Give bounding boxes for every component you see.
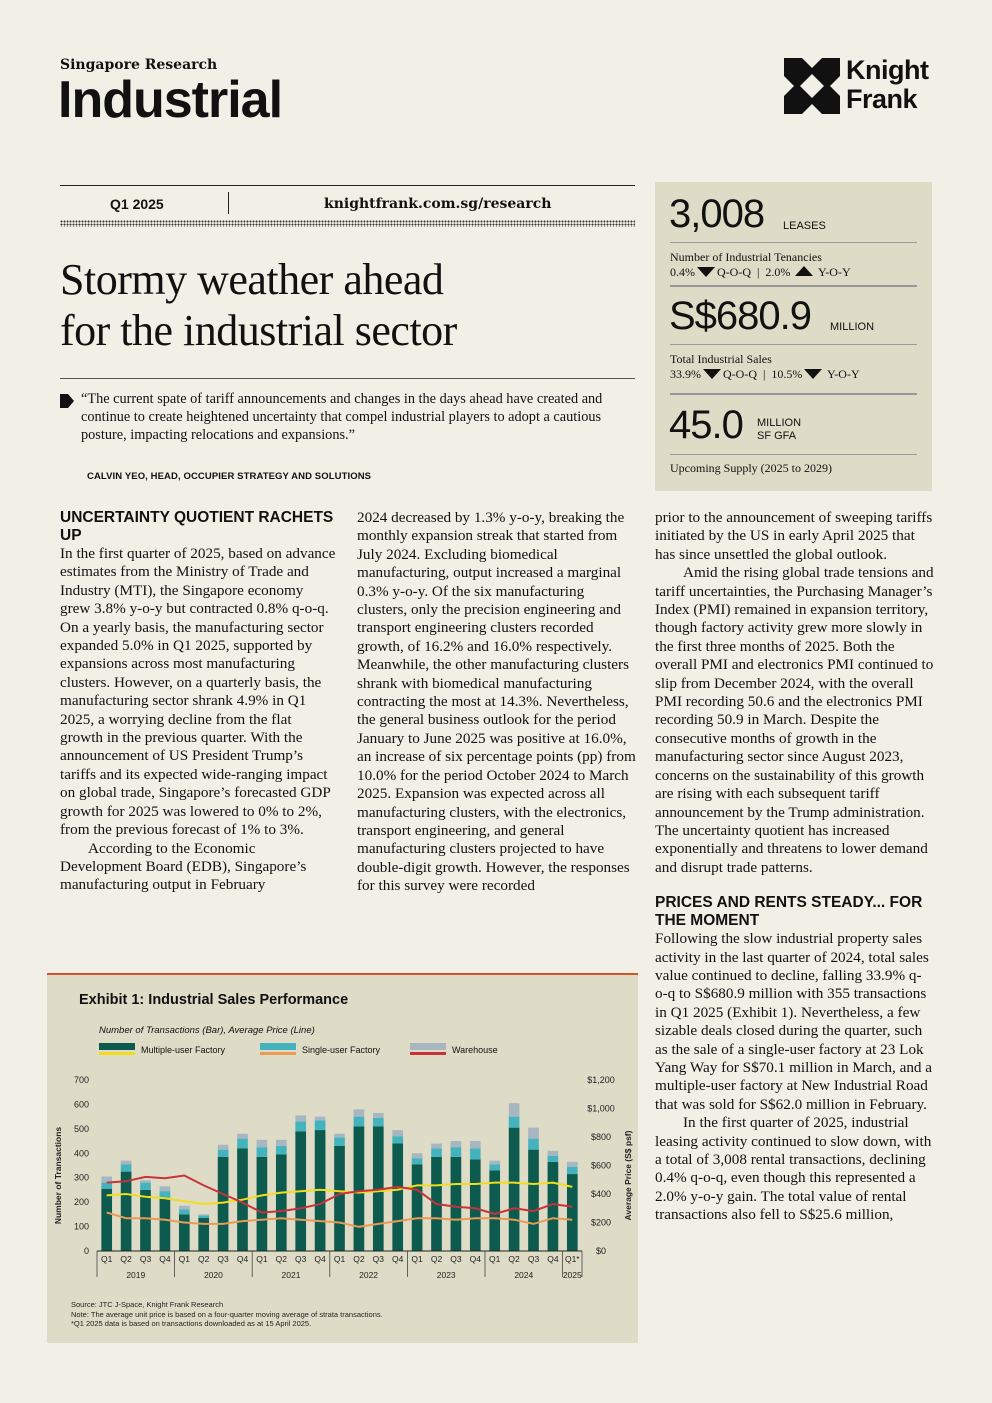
paragraph: Following the slow industrial property sales activity in the last quarter of 2024, total sales value continued to decline, falling 33.9% q-o-q to S$680.9 million with 355 transactions in Q1 2025 (Exhibit 1). Nevertheless, a few sizable deals closed during the quarter, such as the sale of a single-user factory at 23 Lok Yang Way for S$70.1 million in March, and a multiple-user factory at New Industrial Road that was sold for S$62.0 million in February. (655, 930, 933, 1113)
quote-attribution: CALVIN YEO, HEAD, OCCUPIER STRATEGY AND SOLUTIONS (87, 471, 372, 482)
y-tick-label: 400 (73, 1148, 89, 1159)
bar-warehouse (354, 1109, 365, 1116)
bar-multi (334, 1146, 345, 1251)
bar-warehouse (528, 1128, 539, 1139)
x-tick-label: Q4 (469, 1254, 481, 1264)
exhibit-title: Exhibit 1: Industrial Sales Performance (79, 992, 349, 1008)
x-tick-label: Q3 (527, 1254, 540, 1264)
bar-multi (257, 1157, 268, 1251)
bar-single (237, 1139, 248, 1149)
down-triangle-icon (703, 369, 721, 379)
bar-multi (160, 1198, 171, 1251)
year-label: 2025 (562, 1270, 582, 1280)
bar-multi (392, 1144, 403, 1251)
exhibit-rule (47, 973, 638, 975)
y2-tick-label: $1,000 (587, 1103, 615, 1114)
bar-single (528, 1139, 539, 1150)
bar-multi (140, 1190, 151, 1251)
stat-leases-qoq-period: Q-O-Q (717, 265, 751, 279)
x-tick-label: Q2 (353, 1254, 365, 1264)
bar-single (218, 1150, 229, 1157)
x-tick-label: Q1 (333, 1254, 346, 1264)
stat-sales-yoy-value: 10.5% (771, 367, 803, 381)
stat-leases-label: Number of Industrial Tenancies (670, 250, 822, 264)
y-tick-label: 600 (73, 1099, 89, 1110)
bar-single (101, 1183, 112, 1189)
bar-warehouse (315, 1117, 326, 1121)
y-tick-label: 0 (83, 1246, 89, 1256)
header-rule (60, 185, 635, 186)
stat-rule (670, 344, 917, 345)
bar-warehouse (276, 1140, 287, 1146)
x-tick-label: Q3 (372, 1254, 384, 1264)
bar-warehouse (567, 1162, 578, 1167)
stat-sales-unit: MILLION (830, 321, 875, 333)
stat-sales-qoq-period: Q-O-Q (723, 367, 757, 381)
bar-warehouse (470, 1141, 481, 1148)
legend-swatch-warehouse-line (410, 1052, 446, 1055)
x-tick-label: Q2 (508, 1254, 520, 1264)
quote-arrow-icon (60, 394, 74, 408)
stat-sales-qoq-value: 33.9% (670, 367, 701, 381)
bar-single (470, 1148, 481, 1159)
research-site-link[interactable]: knightfrank.com.sg/research (324, 196, 552, 212)
bar-single (567, 1167, 578, 1174)
paragraph: Amid the rising global trade tensions and tariff uncertainties, the Purchasing Manager’s Index (PMI) remained in expansion territory, though factory activity grew more slowly in the first three months of 2025. Both the overall PMI and electronics PMI continued to slip from December 2024, with the overall PMI recording 50.6 and the electronics PMI recording 50.9 in March. Despite the consecutive months of growth in the manufacturing sector since August 2023, concerns on the sustainability of this growth are rising with each subsequent tariff announcement by the Trump administration. The uncertainty quotient has increased exponentially and threatens to lower demand and disrupt trade patterns. (655, 564, 934, 876)
legend-swatch-single-bar (260, 1043, 296, 1050)
paragraph: In the first quarter of 2025, based on advance estimates from the Ministry of Trade and Industry (MTI), the Singapore economy grew 3.8% y-o-y but contracted 0.8% q-o-q. On a yearly basis, the manufacturing sector expanded 5.0% in Q1 2025, supported by expansions across most manufacturing clusters. However, on a quarterly basis, the manufacturing sector shrank 4.9% in Q1 2025, a worrying decline from the flat growth in the previous quarter. With the announcement of US President Trump’s tariffs and its expected wide-ranging impact on global trade, Singapore’s forecasted GDP growth for 2025 was lowered to 0% to 2%, from the previous forecast of 1% to 3%. (60, 545, 336, 839)
bar-multi (101, 1189, 112, 1251)
bar-single (276, 1146, 287, 1155)
bar-single (431, 1148, 442, 1157)
pull-quote: “The current spate of tariff announcements and changes in the days ahead have created and continue to create heightened uncertainty that compel industrial players to adopt a cautious posture, impacting relocations and expansions.” (81, 391, 603, 444)
exhibit-subtitle: Number of Transactions (Bar), Average Price (Line) (99, 1025, 315, 1036)
bar-warehouse (218, 1145, 229, 1150)
y-axis-title: Number of Transactions (53, 1126, 63, 1225)
x-tick-label: Q3 (450, 1254, 462, 1264)
y2-tick-label: $0 (595, 1246, 607, 1256)
bar-single (121, 1164, 132, 1171)
bar-warehouse (451, 1141, 462, 1147)
stat-leases-value: 3,008 (669, 192, 765, 236)
bar-warehouse (237, 1134, 248, 1139)
knight-frank-logo-mark-icon (784, 58, 840, 114)
bar-single (489, 1164, 500, 1170)
header-divider (228, 192, 229, 214)
stat-sales-change: 33.9% Q-O-Q | 10.5% Y-O-Y (670, 367, 860, 381)
bar-warehouse (179, 1206, 190, 1210)
report-kicker: Singapore Research (60, 57, 218, 73)
bar-single (295, 1122, 306, 1132)
stat-sales-yoy-period: Y-O-Y (826, 367, 860, 381)
legend-label-single: Single-user Factory (302, 1045, 381, 1055)
y-tick-label: 200 (73, 1197, 89, 1208)
year-label: 2020 (203, 1270, 223, 1280)
bar-single (198, 1216, 209, 1218)
year-label: 2024 (514, 1270, 534, 1280)
stat-rule (670, 393, 917, 395)
bar-single (140, 1183, 151, 1190)
stat-rule (670, 242, 917, 243)
y2-tick-label: $600 (590, 1160, 612, 1171)
y2-tick-label: $200 (590, 1217, 612, 1228)
bar-multi (528, 1150, 539, 1251)
exhibit-notes (71, 1300, 383, 1329)
stat-leases-qoq-value: 0.4% (670, 265, 695, 279)
x-tick-label: Q1 (489, 1254, 501, 1264)
x-tick-label: Q1 (178, 1254, 190, 1264)
x-tick-label: Q2 (275, 1254, 287, 1264)
exhibit-note-1: Note: The average unit price is based on a four-quarter moving average of strata transactions. (71, 1309, 383, 1319)
stat-supply-unit-2: SF GFA (757, 430, 797, 442)
x-tick-label: Q4 (236, 1254, 249, 1264)
legend-swatch-warehouse-bar (410, 1043, 446, 1050)
y2-axis-title: Average Price (S$ psf) (623, 1130, 633, 1221)
quote-rule (60, 378, 635, 379)
x-tick-label: Q1 (256, 1254, 268, 1264)
bar-warehouse (160, 1186, 171, 1191)
x-tick-label: Q4 (159, 1254, 171, 1264)
headline-line-1: Stormy weather ahead (60, 255, 444, 304)
bar-single (509, 1117, 520, 1128)
year-label: 2021 (281, 1270, 301, 1280)
stat-leases-change: 0.4% Q-O-Q | 2.0% Y-O-Y (670, 265, 851, 279)
x-tick-label: Q4 (314, 1254, 326, 1264)
bar-single (451, 1147, 462, 1157)
x-tick-label: Q1 (411, 1254, 423, 1264)
bar-warehouse (295, 1115, 306, 1121)
body-column-1 (60, 509, 337, 895)
bar-single (373, 1118, 384, 1127)
bar-single (179, 1209, 190, 1214)
bar-warehouse (373, 1113, 384, 1118)
year-label: 2019 (126, 1270, 146, 1280)
stat-sales-value: S$680.9 (669, 294, 812, 338)
legend-swatch-multi-line (99, 1052, 135, 1055)
knight-frank-logo[interactable] (784, 55, 934, 118)
x-tick-label: Q2 (430, 1254, 443, 1264)
bar-multi (218, 1157, 229, 1251)
bar-single (257, 1147, 268, 1157)
section-heading-uncertainty: UNCERTAINTY QUOTIENT RACHETS UP (60, 509, 334, 544)
logo-wordmark (846, 56, 928, 114)
bar-multi (179, 1214, 190, 1251)
x-tick-label: Q2 (198, 1254, 210, 1264)
headline (60, 254, 457, 356)
paragraph: 2024 decreased by 1.3% y-o-y, breaking the monthly expansion streak that started from July 2024. Excluding biomedical manufacturing, output increased a marginal 0.3% y-o-y. Of the six manufacturing clusters, only the precision engineering and transport engineering clusters recorded growth, of 16.2% and 16.0% respectively. Meanwhile, the other manufacturing clusters shrank with biomedical manufacturing contracting the most at 14.3%. Nevertheless, the general business outlook for the period January to June 2025 was positive at 16.0%, an increase of six percentage points (pp) from 10.0% for the period October 2024 to March 2025. Expansion was expected across all manufacturing clusters, with the electronics, transport engineering, and general manufacturing clusters projected to have double-digit growth. However, the responses for this survey were recorded (357, 509, 636, 895)
headline-line-2: for the industrial sector (60, 306, 457, 355)
report-quarter: Q1 2025 (110, 196, 164, 212)
exhibit-note-2: *Q1 2025 data is based on transactions downloaded as at 15 April 2025. (71, 1319, 312, 1328)
stat-leases-yoy-period: Y-O-Y (817, 265, 851, 279)
body-column-2 (357, 509, 636, 896)
y-tick-label: 300 (73, 1172, 89, 1183)
bar-warehouse (121, 1161, 132, 1165)
bar-multi (354, 1126, 365, 1251)
x-tick-label: Q4 (392, 1254, 404, 1264)
stat-leases-unit: LEASES (783, 220, 826, 232)
bar-warehouse (257, 1140, 268, 1147)
bar-warehouse (392, 1130, 403, 1136)
bar-warehouse (509, 1103, 520, 1116)
down-triangle-icon (804, 369, 822, 379)
x-tick-label: Q2 (120, 1254, 132, 1264)
legend-label-multi: Multiple-user Factory (141, 1045, 226, 1055)
stat-supply-value: 45.0 (669, 403, 743, 447)
bar-single (334, 1137, 345, 1146)
bar-warehouse (412, 1153, 423, 1158)
down-triangle-icon (697, 267, 715, 277)
bar-warehouse (489, 1161, 500, 1165)
page-title: Industrial (58, 71, 283, 129)
bar-single (392, 1136, 403, 1143)
y2-tick-label: $400 (590, 1189, 612, 1199)
x-tick-label: Q3 (139, 1254, 152, 1264)
x-tick-label: Q3 (295, 1254, 307, 1264)
dotted-rule (60, 220, 635, 227)
logo-word-frank: Frank (846, 84, 918, 114)
bar-multi (451, 1157, 462, 1251)
paragraph: In the first quarter of 2025, industrial leasing activity continued to slow down, with a total of 3,008 rental transactions, declining 0.4% q-o-q, even though this represented a 2.0% y-o-y gain. The total value of rental transactions also fell to S$25.6 million, (655, 1114, 932, 1224)
bar-single (354, 1117, 365, 1127)
bar-warehouse (548, 1151, 559, 1156)
x-tick-label: Q1* (564, 1254, 580, 1264)
legend-swatch-multi-bar (99, 1043, 135, 1050)
x-tick-label: Q3 (217, 1254, 229, 1264)
body-column-3 (655, 509, 934, 1225)
paragraph: prior to the announcement of sweeping tariffs initiated by the US in early April 2025 that has since unsettled the global outlook. (655, 509, 933, 563)
bar-multi (276, 1155, 287, 1251)
year-label: 2023 (436, 1270, 456, 1280)
y-tick-label: 100 (73, 1221, 89, 1232)
y2-tick-label: $800 (590, 1132, 612, 1142)
stat-rule (670, 285, 917, 287)
y-tick-label: 500 (73, 1123, 89, 1134)
bar-warehouse (334, 1134, 345, 1138)
stat-sales-label: Total Industrial Sales (670, 352, 772, 366)
bar-multi (509, 1128, 520, 1251)
y2-tick-label: $1,200 (587, 1075, 615, 1085)
stat-leases-yoy-value: 2.0% (765, 265, 791, 279)
x-tick-label: Q4 (547, 1254, 559, 1264)
year-label: 2022 (359, 1270, 379, 1280)
bar-warehouse (431, 1144, 442, 1149)
bar-single (315, 1120, 326, 1130)
logo-word-knight: Knight (846, 55, 929, 85)
industrial-sales-chart (47, 1060, 637, 1300)
stat-supply-label: Upcoming Supply (2025 to 2029) (670, 461, 832, 475)
bar-multi (470, 1159, 481, 1251)
bar-multi (121, 1172, 132, 1251)
y-tick-label: 700 (73, 1075, 89, 1085)
section-heading-prices-rents: PRICES AND RENTS STEADY... FOR THE MOMENT (655, 894, 923, 930)
stat-rule (670, 454, 917, 455)
legend-swatch-single-line (260, 1052, 296, 1055)
bar-warehouse (198, 1214, 209, 1215)
bar-single (548, 1156, 559, 1162)
legend-label-warehouse: Warehouse (452, 1045, 498, 1055)
x-tick-label: Q1 (101, 1254, 113, 1264)
bar-single (412, 1158, 423, 1164)
paragraph: According to the Economic Development Board (EDB), Singapore’s manufacturing output in February (60, 839, 307, 894)
stat-supply-unit-1: MILLION (757, 417, 802, 429)
up-triangle-icon (795, 266, 813, 276)
bar-multi (412, 1164, 423, 1251)
exhibit-source: Source: JTC J-Space, Knight Frank Research (71, 1300, 224, 1309)
bar-warehouse (140, 1180, 151, 1182)
